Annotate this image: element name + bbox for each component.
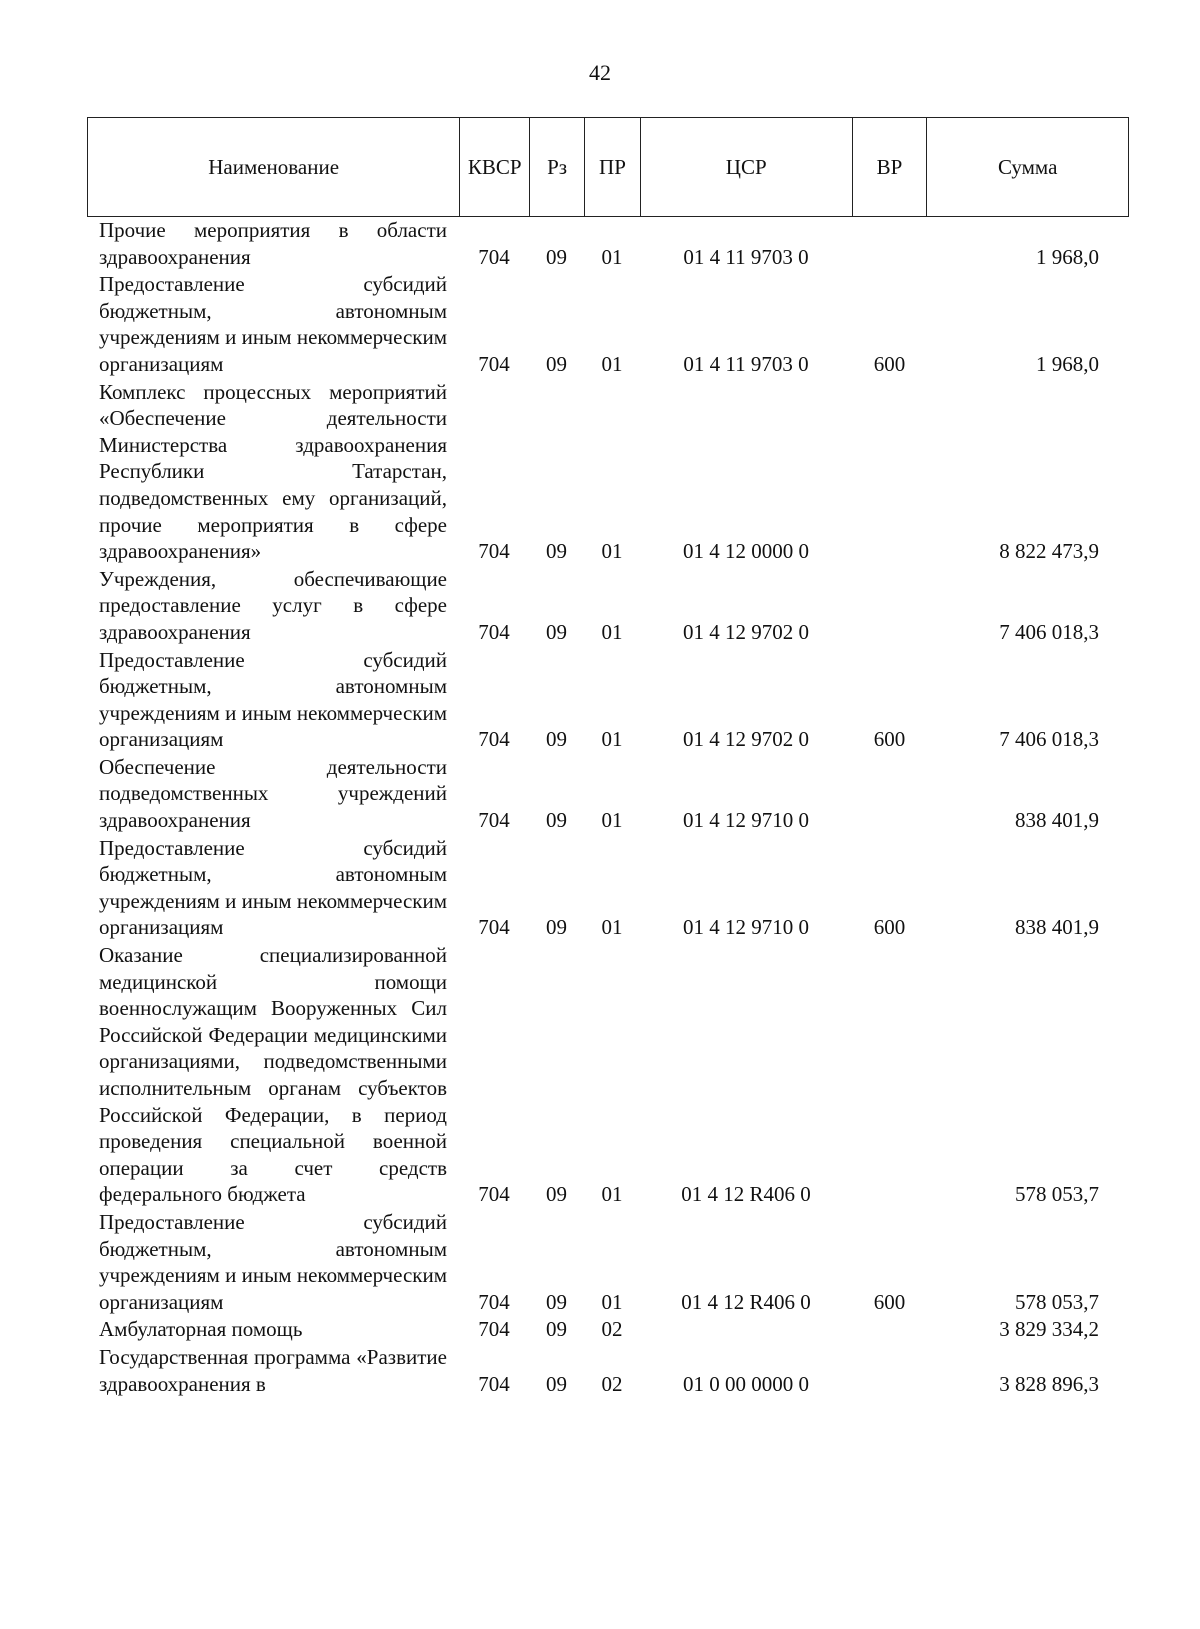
row-rz: 09: [546, 1182, 567, 1207]
row-csr: 01 4 11 9703 0: [683, 351, 809, 376]
table-row: [87, 942, 1129, 1208]
row-name: Комплекс процессных мероприятий «Обеспечение деятельности Министерства здравоохранения Республики Татарстан, подведомственных ему организаций, прочие мероприятия в сфере здравоохранения»: [99, 379, 447, 564]
row-name: Обеспечение деятельности подведомственных учреждений здравоохранения: [99, 754, 447, 833]
row-name: Предоставление субсидий бюджетным, автономным учреждениям и иным некоммерческим организациям: [99, 647, 447, 752]
table-row: [87, 754, 1129, 834]
row-rz: 09: [546, 1289, 567, 1314]
row-csr: 01 4 12 9702 0: [683, 619, 809, 644]
row-rz: 09: [546, 244, 567, 269]
row-rz: 09: [546, 808, 567, 833]
row-rz: 09: [546, 619, 567, 644]
row-sum: 838 401,9: [1015, 808, 1099, 833]
row-kvsr: 704: [478, 1371, 510, 1396]
row-kvsr: 704: [478, 1182, 510, 1207]
table-row: [87, 1316, 1129, 1343]
row-pr: 01: [601, 1182, 623, 1207]
row-kvsr: 704: [478, 539, 510, 564]
header-sum: Сумма: [926, 118, 1128, 216]
table-row: [87, 217, 1129, 270]
row-rz: 09: [546, 1371, 567, 1396]
row-csr: 01 4 12 R406 0: [681, 1289, 811, 1314]
row-kvsr: 704: [478, 351, 510, 376]
row-sum: 3 828 896,3: [999, 1371, 1099, 1396]
table-header: [87, 117, 1129, 217]
row-vr: 600: [873, 351, 906, 376]
table-row: [87, 271, 1129, 377]
row-sum: 7 406 018,3: [999, 727, 1099, 752]
row-rz: 09: [546, 1317, 567, 1342]
row-sum: 8 822 473,9: [999, 539, 1099, 564]
row-csr: 01 4 12 0000 0: [683, 539, 809, 564]
table-body: [87, 217, 1129, 1397]
row-name: Предоставление субсидий бюджетным, автономным учреждениям и иным некоммерческим организациям: [99, 1209, 447, 1314]
row-name: Прочие мероприятия в области здравоохранения: [99, 218, 447, 269]
header-pr: ПР: [584, 118, 640, 216]
row-pr: 02: [601, 1317, 623, 1342]
row-rz: 09: [546, 539, 567, 564]
row-pr: 01: [601, 244, 623, 269]
budget-table: [87, 117, 1129, 1397]
header-vr: ВР: [852, 118, 927, 216]
row-kvsr: 704: [478, 244, 510, 269]
row-vr: 600: [873, 727, 906, 752]
row-sum: 578 053,7: [1015, 1182, 1099, 1207]
row-name: Амбулаторная помощь: [99, 1317, 303, 1342]
row-pr: 02: [601, 1371, 623, 1396]
row-kvsr: 704: [478, 619, 510, 644]
row-rz: 09: [546, 915, 567, 940]
header-csr: ЦСР: [640, 118, 852, 216]
row-csr: 01 0 00 0000 0: [683, 1371, 809, 1396]
row-kvsr: 704: [478, 1289, 510, 1314]
row-pr: 01: [601, 915, 623, 940]
row-sum: 3 829 334,2: [999, 1317, 1099, 1342]
row-pr: 01: [601, 808, 623, 833]
table-row: [87, 1344, 1129, 1397]
row-pr: 01: [601, 351, 623, 376]
row-pr: 01: [601, 539, 623, 564]
row-csr: 01 4 12 9710 0: [683, 915, 809, 940]
row-sum: 1 968,0: [1036, 244, 1099, 269]
row-kvsr: 704: [478, 727, 510, 752]
row-sum: 578 053,7: [1015, 1289, 1099, 1314]
table-row: [87, 566, 1129, 646]
page-number: 42: [589, 60, 611, 85]
table-row: [87, 379, 1129, 565]
row-csr: 01 4 12 R406 0: [681, 1182, 811, 1207]
row-vr: 600: [873, 915, 906, 940]
row-sum: 7 406 018,3: [999, 619, 1099, 644]
row-name: Предоставление субсидий бюджетным, автономным учреждениям и иным некоммерческим организациям: [99, 272, 447, 376]
table-row: [87, 1209, 1129, 1315]
row-name: Предоставление субсидий бюджетным, автономным учреждениям и иным некоммерческим организациям: [99, 835, 447, 940]
row-pr: 01: [601, 727, 623, 752]
header-kvsr: КВСР: [459, 118, 529, 216]
row-pr: 01: [601, 1289, 623, 1314]
row-name: Учреждения, обеспечивающие предоставление услуг в сфере здравоохранения: [99, 566, 447, 644]
row-sum: 838 401,9: [1015, 915, 1099, 940]
row-sum: 1 968,0: [1036, 351, 1099, 376]
row-rz: 09: [546, 351, 567, 376]
row-vr: 600: [873, 1289, 906, 1314]
row-rz: 09: [546, 727, 567, 752]
row-kvsr: 704: [478, 1317, 510, 1342]
table-row: [87, 647, 1129, 753]
row-pr: 01: [601, 619, 623, 644]
row-csr: 01 4 12 9710 0: [683, 808, 809, 833]
row-csr: 01 4 12 9702 0: [683, 727, 809, 752]
row-kvsr: 704: [478, 915, 510, 940]
row-name: Оказание специализированной медицинской помощи военнослужащим Вооруженных Сил Российской Федерации медицинскими организациями, подведомственными исполнительным органам субъектов Российской Федерации, в период проведения специальной военной операции за счет средств федерального бюджета: [99, 943, 447, 1207]
row-kvsr: 704: [478, 808, 510, 833]
row-csr: 01 4 11 9703 0: [683, 244, 809, 269]
table-row: [87, 835, 1129, 941]
header-name: Наименование: [208, 154, 340, 179]
header-rz: Рз: [529, 118, 584, 216]
row-name: Государственная программа «Развитие здравоохранения в: [99, 1344, 447, 1396]
